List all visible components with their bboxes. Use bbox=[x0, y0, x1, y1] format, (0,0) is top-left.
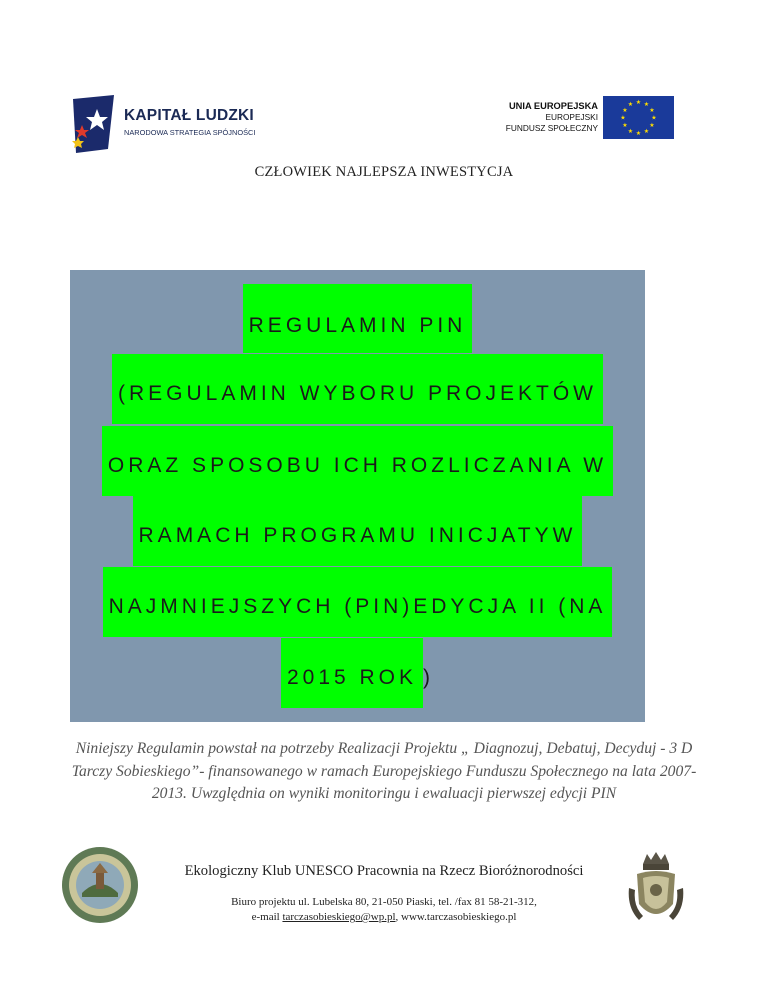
title-closing-paren: ) bbox=[423, 666, 435, 689]
title-line-text: RAMACH PROGRAMU INICJATYW bbox=[133, 496, 583, 566]
svg-text:★: ★ bbox=[635, 130, 642, 137]
website-text: , www.tarczasobieskiego.pl bbox=[395, 911, 517, 923]
svg-text:★: ★ bbox=[627, 101, 634, 108]
title-line-text: NAJMNIEJSZYCH (PIN)EDYCJA II (NA bbox=[103, 567, 613, 637]
svg-text:★: ★ bbox=[643, 101, 650, 108]
title-line bbox=[70, 426, 645, 496]
svg-text:★: ★ bbox=[649, 107, 655, 114]
svg-text:★: ★ bbox=[651, 114, 657, 122]
email-label: e-mail bbox=[251, 911, 283, 923]
title-line bbox=[70, 354, 645, 424]
svg-text:★: ★ bbox=[643, 128, 650, 135]
kapital-ludzki-title: KAPITAŁ LUDZKI bbox=[124, 107, 254, 124]
slogan: CZŁOWIEK NAJLEPSZA INWESTYCJA bbox=[254, 164, 514, 180]
title-line bbox=[70, 284, 645, 353]
title-line-text: 2015 ROK bbox=[281, 638, 423, 708]
kapital-ludzki-star-icon bbox=[70, 95, 120, 153]
svg-text:★: ★ bbox=[622, 107, 628, 114]
address-line: Biuro projektu ul. Lubelska 80, 21-050 Piaski, tel. /fax 81 58-21-312, bbox=[231, 896, 537, 908]
kapital-ludzki-logo bbox=[70, 95, 300, 155]
title-line bbox=[70, 496, 645, 566]
eu-logo-text bbox=[470, 100, 598, 134]
svg-text:★: ★ bbox=[622, 122, 628, 129]
eu-flag-icon bbox=[603, 96, 674, 139]
kapital-ludzki-subtitle: NARODOWA STRATEGIA SPÓJNOŚCI bbox=[124, 128, 256, 137]
svg-text:★: ★ bbox=[649, 122, 655, 129]
title-line-text: (REGULAMIN WYBORU PROJEKTÓW bbox=[112, 354, 603, 424]
svg-text:★: ★ bbox=[627, 128, 634, 135]
svg-text:★: ★ bbox=[620, 114, 626, 122]
title-box bbox=[70, 270, 645, 722]
eu-logo-line: EUROPEJSKI bbox=[545, 112, 598, 122]
svg-text:★: ★ bbox=[635, 99, 642, 106]
title-line-text: REGULAMIN PIN bbox=[243, 284, 473, 353]
title-line bbox=[70, 567, 645, 637]
address-block bbox=[0, 895, 768, 925]
contact-line bbox=[0, 910, 768, 925]
title-line bbox=[70, 638, 645, 708]
title-line-text: ORAZ SPOSOBU ICH ROZLICZANIA W bbox=[102, 426, 613, 496]
organization-name: Ekologiczny Klub UNESCO Pracownia na Rzecz Bioróżnorodności bbox=[184, 863, 584, 879]
eu-logo-line: UNIA EUROPEJSKA bbox=[508, 101, 598, 111]
intro-paragraph: Niniejszy Regulamin powstał na potrzeby Realizacji Projektu „ Diagnozuj, Debatuj, Decyduj - 3 D Tarczy Sobieskiego”- finansowanego w ramach Europejskiego Funduszu Społecznego na lata 2007-2013. Uwzględnia on wyniki monitoringu i ewaluacji pierwszej edycji PIN bbox=[71, 740, 697, 802]
email-link[interactable]: tarczasobieskiego@wp.pl bbox=[282, 911, 396, 923]
eu-logo-line: FUNDUSZ SPOŁECZNY bbox=[505, 123, 598, 133]
